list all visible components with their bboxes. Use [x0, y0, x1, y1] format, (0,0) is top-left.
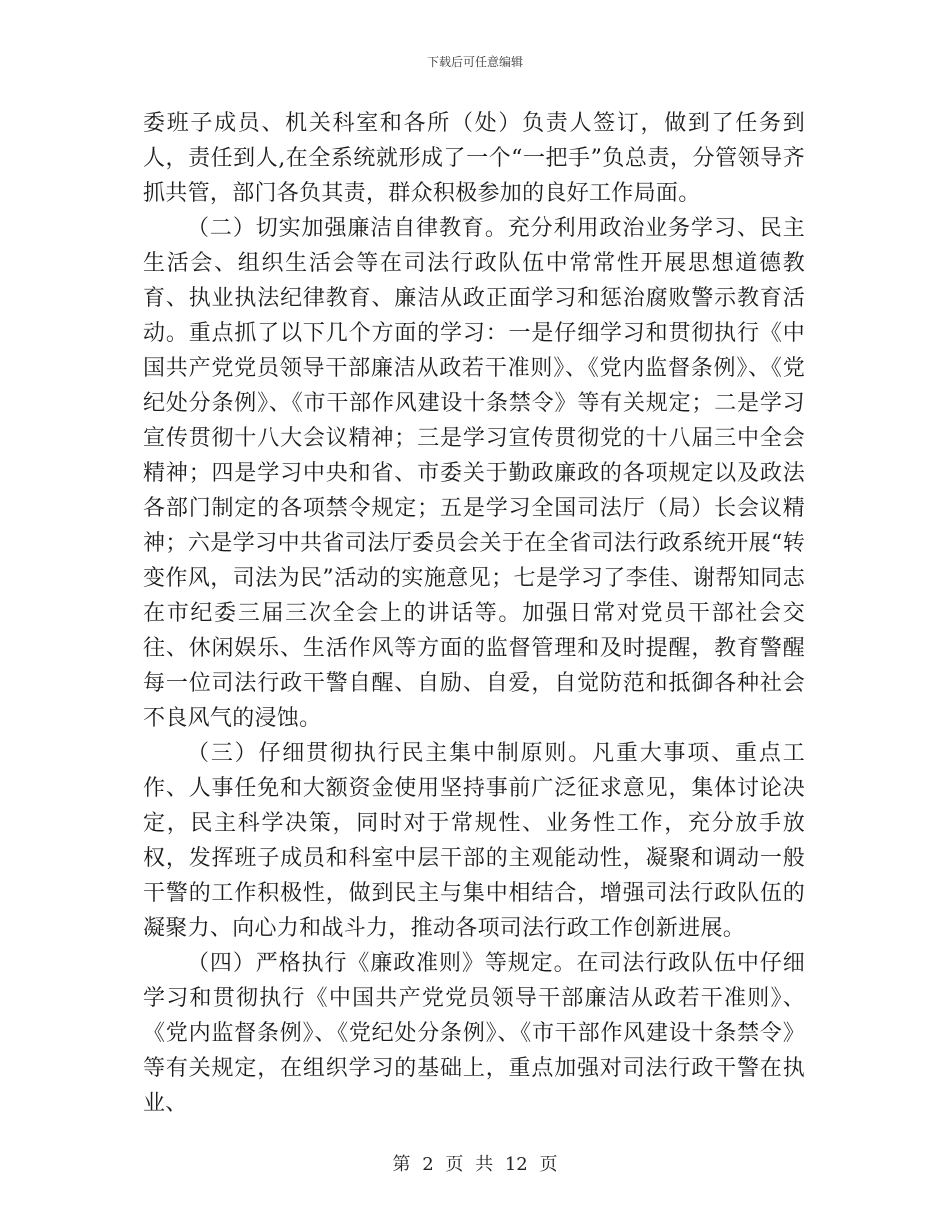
header-note: 下载后可任意编辑: [426, 55, 523, 69]
paragraph-2: （二）切实加强廉洁自律教育。充分利用政治业务学习、民主生活会、组织生活会等在司法行政队伍中常常性开展思想道德教育、执业执法纪律教育、廉洁从政正面学习和惩治腐败警示教育活动。重点抓了以下几个方面的学习：一是仔细学习和贯彻执行《中国共产党党员领导干部廉洁从政若干准则》、《党内监督条例》、《党纪处分条例》、《市干部作风建设十条禁令》等有关规定；二是学习宣传贯彻十八大会议精神；三是学习宣传贯彻党的十八届三中全会精神；四是学习中央和省、市委关于勤政廉政的各项规定以及政法各部门制定的各项禁令规定；五是学习全国司法厅（局）长会议精神；六是学习中共省司法厅委员会关于在全省司法行政系统开展“转变作风，司法为民”活动的实施意见；七是学习了李佳、谢帮知同志在市纪委三届三次全会上的讲话等。加强日常对党员干部社会交往、休闲娱乐、生活作风等方面的监督管理和及时提醒，教育警醒每一位司法行政干警自醒、自励、自爱，自觉防范和抵御各种社会不良风气的浸蚀。: [143, 216, 805, 731]
paragraph-3: （三）仔细贯彻执行民主集中制原则。凡重大事项、重点工作、人事任免和大额资金使用坚持事前广泛征求意见，集体讨论决定，民主科学决策，同时对于常规性、业务性工作，充分放手放权，发挥班子成员和科室中层干部的主观能动性，凝聚和调动一般干警的工作积极性，做到民主与集中相结合，增强司法行政队伍的凝聚力、向心力和战斗力，推动各项司法行政工作创新进展。: [143, 741, 805, 941]
paragraph-1: 委班子成员、机关科室和各所（处）负责人签订，做到了任务到人，责任到人,在全系统就形成了一个“一把手”负总责，分管领导齐抓共管，部门各负其责，群众积极参加的良好工作局面。: [143, 111, 805, 206]
page-number-footer: 第 2 页 共 12 页: [392, 1154, 558, 1175]
document-body: [143, 106, 805, 1121]
paragraph-4: （四）严格执行《廉政准则》等规定。在司法行政队伍中仔细学习和贯彻执行《中国共产党党员领导干部廉洁从政若干准则》、《党内监督条例》、《党纪处分条例》、《市干部作风建设十条禁令》等有关规定，在组织学习的基础上，重点加强对司法行政干警在执业、: [143, 951, 805, 1116]
